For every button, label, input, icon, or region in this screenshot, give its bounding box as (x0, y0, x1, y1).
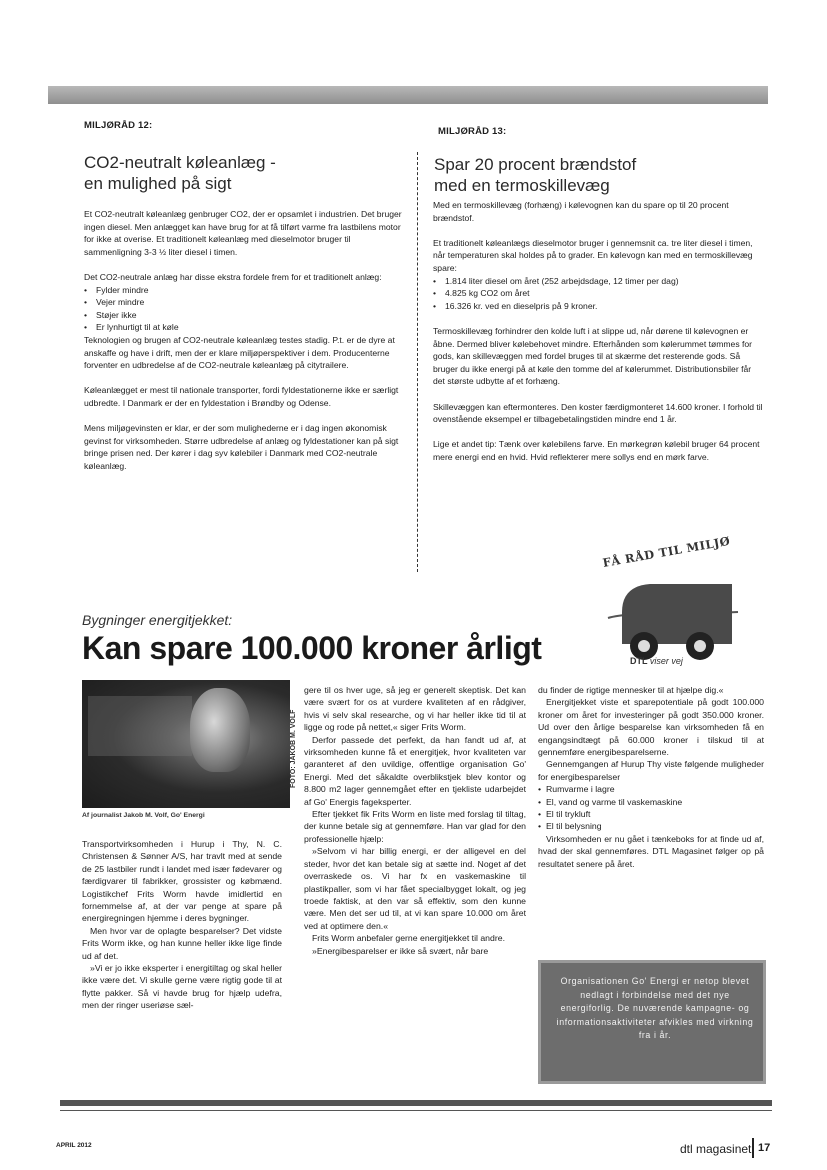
tip12-paragraph: Et CO2-neutralt køleanlæg genbruger CO2, der er opsamlet i industrien. Det bruger ingen diesel. Men anlægget kan have brug for at få tilført varme fra lastbilens motor for ikke at overise. Et traditionelt køleanlæg med dieselmotor bruger til sammenligning 3-3 ½ liter diesel i timen. (84, 209, 402, 257)
tip12-title-line1: CO2-neutralt køleanlæg - (84, 153, 276, 172)
list-item: • Er lynhurtigt til at køle (84, 321, 406, 334)
article-column-3 (538, 684, 764, 870)
page-number: 17 (758, 1142, 771, 1154)
footer-rule (60, 1100, 772, 1106)
tip12-body (84, 208, 406, 485)
tip13-paragraph: Et traditionelt køleanlægs dieselmotor bruger i gennemsnit ca. tre liter diesel i timen, når temperaturen skal holdes på to grader. En kølevogn kan med en termoskillevæg spare: (433, 237, 753, 273)
article-paragraph: du finder de rigtige mennesker til at hjælpe dig.« (538, 685, 724, 695)
footer-magazine: dtl magasinet (680, 1142, 752, 1156)
list-item: • 16.326 kr. ved en dieselpris på 9 kroner. (433, 300, 763, 313)
portrait-image (190, 688, 250, 772)
article-paragraph: Derfor passede det perfekt, da han fandt ud af, at virksomheden kunne få et energitjek, hvor kvaliteten var garanteret af den uvildige, offentlige organisation Go' Energi. Med det såkaldte overblikstjek blev kontor og 8.800 m2 lager gennemgået efter en tjekliste udarbejdet af Go' Energis fageksperter. (304, 734, 526, 807)
tip12-label: MILJØRÅD 12: (84, 120, 153, 131)
tip13-title-line1: Spar 20 procent brændstof (434, 155, 637, 174)
dtl-logo-text: DTL (630, 656, 648, 666)
article-paragraph: Frits Worm anbefaler gerne energitjekket til andre. (312, 933, 505, 944)
tip13-title (434, 154, 636, 196)
article-paragraph: Gennemgangen af Hurup Thy viste følgende muligheder for energibesparelser (538, 759, 764, 782)
tip12-paragraph: Køleanlægget er mest til nationale transporter, fordi fyldestationerne ikke er særligt udbredte. I Danmark er der en fyldestation i Brøndby og Odense. (84, 385, 399, 408)
footer-date: APRIL 2012 (56, 1142, 92, 1149)
article-photo (82, 680, 290, 808)
list-item: • Rumvarme i lagre (538, 783, 764, 795)
article-paragraph: »Vi er jo ikke eksperter i energitiltag og skal heller ikke være det. Vi skulle gerne være rigtig gode til at flytte pakker. Så vi havde brug for hjælp udefra, men der ringer useriøse sæl- (82, 963, 282, 1011)
list-item: • El, vand og varme til vaskemaskine (538, 796, 764, 808)
photo-overlay (88, 696, 192, 756)
tip12-paragraph: Det CO2-neutrale anlæg har disse ekstra fordele frem for et traditionelt anlæg: (84, 271, 382, 282)
tip13-paragraph: Med en termoskillevæg (forhæng) i kølevognen kan du spare op til 20 procent brændstof. (433, 200, 729, 223)
dtl-logo (630, 656, 683, 666)
tip13-paragraph: Skillevæggen kan eftermonteres. Den koster færdigmonteret 14.600 kroner. I forhold til ovenstående eksempel er tilbagebetalingstiden mindre end 1 år. (433, 401, 763, 425)
list-item: • Vejer mindre (84, 296, 406, 309)
article-headline: Kan spare 100.000 kroner årligt (82, 630, 542, 666)
list-item: • Fylder mindre (84, 284, 406, 297)
dtl-tagline: viser vej (649, 656, 683, 666)
article-paragraph: Virksomheden er nu gået i tænkeboks for at finde ud af, hvad der skal gennemføres. DTL Magasinet følger op på resultatet senere på året. (538, 833, 764, 869)
tip13-paragraph: Termoskillevæg forhindrer den kolde luft i at slippe ud, når dørene til kølevognen er åbne. Dermed bliver kølebehovet mindre. Efterhånden som kølerummet tømmes for gods, kan skillevæggen med fordel bruges til at skærme det resterende gods. Så bruger du ikke energi på at køle den tomme del af kølerummet. Distributionsbiler får det største udbytte af et forhæng. (433, 325, 753, 387)
tip13-body (433, 199, 763, 476)
tip12-paragraph: Teknologien og brugen af CO2-neutrale køleanlæg testes stadig. P.t. er de dyre at anskaffe og have i drift, men der er klare miljøperspektiver i dem. Producenterne forventer en udbredelse af de CO2-neutrale køleanlæg på citytrailere. (84, 334, 395, 371)
header-band (48, 86, 768, 104)
tip12-title (84, 152, 276, 194)
list-item: • 4.825 kg CO2 om året (433, 287, 763, 300)
tip13-bullet-list (433, 275, 763, 313)
badge-arc-text: FÅ RÅD TIL MILJØ (601, 533, 732, 570)
list-item: • El til belysning (538, 820, 764, 832)
info-box-text: Organisationen Go' Energi er netop blevet nedlagt i forbindelse med det nye energiforlig. De nuværende kampagne- og informationsaktiviteter afvikles med virkning fra i år. (556, 976, 754, 1040)
list-item: • 1.814 liter diesel om året (252 arbejdsdage, 12 timer per dag) (433, 275, 763, 288)
column-divider (417, 152, 418, 572)
article-paragraph: Efter tjekket fik Frits Worm en liste med forslag til tiltag, der kunne betale sig at gennemføre. Han var glad for den professionelle hjælp: (304, 809, 526, 844)
article-paragraph: Transportvirksomheden i Hurup i Thy, N. C. Christensen & Sønner A/S, har travlt med at sende de 25 lastbiler rundt i landet med især fødevarer og færdigvarer til fabrikker, grossister og købmænd. Logistikchef Frits Worm havde imidlertid en fornemmelse af, at der var penge at spare på energiregningen hjemme i deres bygninger. (82, 839, 282, 924)
article-column-1 (82, 838, 282, 1012)
tip13-title-line2: med en termoskillevæg (434, 176, 610, 195)
article-paragraph: gere til os hver uge, så jeg er generelt skeptisk. Det kan være svært for os at vurdere kvaliteten af en rådgiver, hvis vi selv skal researche, og vi har heller ikke tid til at ligge og rode på nettet,« siger Frits Worm. (304, 685, 526, 733)
article-paragraph: Men hvor var de oplagte besparelser? Det vidste Frits Worm ikke, og han kunne heller ikke lige finde ud af det. (82, 925, 282, 961)
environment-tips-badge (600, 533, 750, 676)
tip12-bullet-list (84, 284, 406, 334)
tip13-paragraph: Lige et andet tip: Tænk over kølebilens farve. En mørkegrøn kølebil bruger 64 procent mere energi end en hvid. Hvid reflekterer mere sollys end en mørk farve. (433, 439, 760, 462)
list-item: • El til trykluft (538, 808, 764, 820)
footer-rule-thin (60, 1110, 772, 1111)
tip12-paragraph: Mens miljøgevinsten er klar, er der som mulighederne er i dag ingen økonomisk gevinst for virksomheden. Større udbredelse af anlæg og fyldestationer kan på sigt bringe prisen ned. Der kører i dag syv kølebiler i Danmark med CO2-neutrale køleanlæg. (84, 423, 399, 471)
article-paragraph: Energitjekket viste et sparepotentiale på godt 100.000 kroner om året for investeringer på godt 350.000 kroner. Ud over den årlige besparelse kan virksomheden få en engangsindtægt på 60.000 kroner i tilskud til at gennemføre energibesparelserne. (538, 697, 764, 758)
article-column-2 (304, 684, 526, 957)
article-paragraph: »Energibesparelser er ikke så svært, når bare (312, 945, 489, 956)
info-box (538, 960, 766, 1084)
photo-credit: FOTO: JAKOB M. VOLF (290, 709, 297, 788)
list-item: • Støjer ikke (84, 309, 406, 322)
tip13-label: MILJØRÅD 13: (438, 126, 507, 137)
article-paragraph: »Selvom vi har billig energi, er der alligevel en del steder, hvor det kan betale sig at sætte ind. Noget af det overraskede os. Vi har fx en vaskemaskine til plastikpaller, som vi har fået specialbygget lokalt, og jeg troede faktisk, at den var så effektiv, som den kunne være. Men det ser ud til, at vi kan spare 10.000 om året ved at optimere den.« (304, 846, 526, 931)
article-bullet-list (538, 783, 764, 833)
footer-separator (752, 1138, 754, 1158)
article-kicker: Bygninger energitjekket: (82, 612, 233, 628)
photo-caption: Af journalist Jakob M. Volf, Go' Energi (82, 812, 205, 819)
tip12-title-line2: en mulighed på sigt (84, 174, 232, 193)
